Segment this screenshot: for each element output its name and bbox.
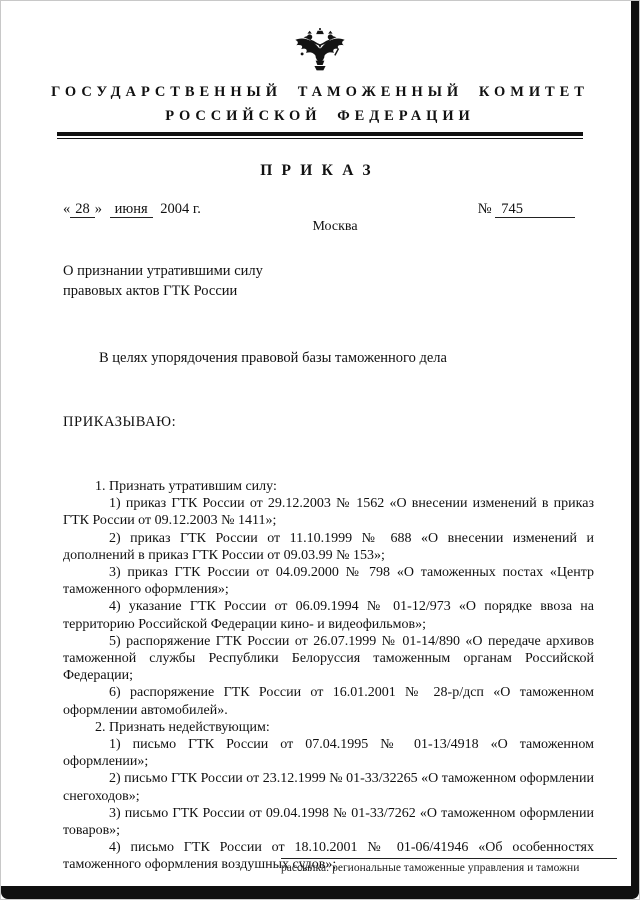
- intro-paragraph: В целях упорядочения правовой базы таможенного дела: [99, 350, 447, 366]
- quote-open: «: [63, 201, 71, 217]
- org-name-line1: ГОСУДАРСТВЕННЫЙ ТАМОЖЕННЫЙ КОМИТЕТ: [51, 84, 589, 100]
- emblem-container: [1, 1, 639, 77]
- document-subject: [63, 261, 379, 301]
- paragraph: 6) распоряжение ГТК России от 16.01.2001 № 28-р/дсп «О таможенном оформлении автомобилей».: [63, 685, 594, 718]
- paragraph: 5) распоряжение ГТК России от 26.07.1999 № 01-14/890 «О передаче архивов таможенной службы Республики Белоруссия таможенным органам Российской Федерации;: [63, 633, 594, 684]
- document-type-title: ПРИКАЗ: [260, 162, 380, 179]
- coat-of-arms-russia-icon: [291, 25, 349, 77]
- number-sign: №: [477, 201, 492, 217]
- header-divider: [57, 132, 583, 139]
- paragraph: 1) приказ ГТК России от 29.12.2003 № 1562 «О внесении изменений в приказ ГТК России от 09.12.2003 № 1411»;: [63, 496, 594, 529]
- document-number-field: [478, 201, 575, 218]
- city-line: Москва: [312, 219, 358, 234]
- paragraph: 1) письмо ГТК России от 07.04.1995 № 01-13/4918 «О таможенном оформлении»;: [63, 737, 594, 770]
- document-body: [63, 478, 594, 874]
- date-number-row: [63, 201, 575, 218]
- order-word: ПРИКАЗЫВАЮ:: [63, 414, 177, 430]
- org-name-line2: РОССИЙСКОЙ ФЕДЕРАЦИИ: [165, 108, 475, 124]
- date-day: 28: [70, 201, 95, 218]
- paragraph: 4) письмо ГТК России от 18.10.2001 № 01-06/41946 «Об особенностях таможенного оформления воздушных судов»;: [63, 840, 594, 873]
- subject-line1: О признании утратившими силу: [63, 263, 263, 279]
- paragraph: 1. Признать утратившим силу:: [95, 479, 277, 494]
- quote-close: »: [94, 201, 102, 217]
- scan-edge-right: [631, 1, 639, 899]
- paragraph: 2) приказ ГТК России от 11.10.1999 № 688 «О внесении изменений и дополнений в приказ ГТК России от 09.03.99 № 153»;: [63, 530, 594, 563]
- paragraph: 4) указание ГТК России от 06.09.1994 № 01-12/973 «О порядке ввоза на территорию Российской Федерации кино- и видеофильмов»;: [63, 599, 594, 632]
- date-month: июня: [110, 201, 153, 218]
- distribution-note: рассылка: региональные таможенные управления и таможни: [281, 858, 617, 874]
- paragraph: 3) приказ ГТК России от 04.09.2000 № 798 «О таможенных постах «Центр таможенного оформления»;: [63, 565, 594, 598]
- date-field: [63, 201, 201, 218]
- scan-edge-bottom: [1, 886, 639, 899]
- paragraph: 3) письмо ГТК России от 09.04.1998 № 01-33/7262 «О таможенном оформлении товаров»;: [63, 805, 594, 839]
- paragraph: 2) письмо ГТК России от 23.12.1999 № 01-33/32265 «О таможенном оформлении снегоходов»;: [63, 771, 594, 804]
- paragraph: 2. Признать недействующим:: [95, 719, 270, 735]
- subject-line2: правовых актов ГТК России: [63, 283, 238, 299]
- date-year: 2004 г.: [160, 201, 201, 217]
- document-number: 745: [495, 201, 575, 218]
